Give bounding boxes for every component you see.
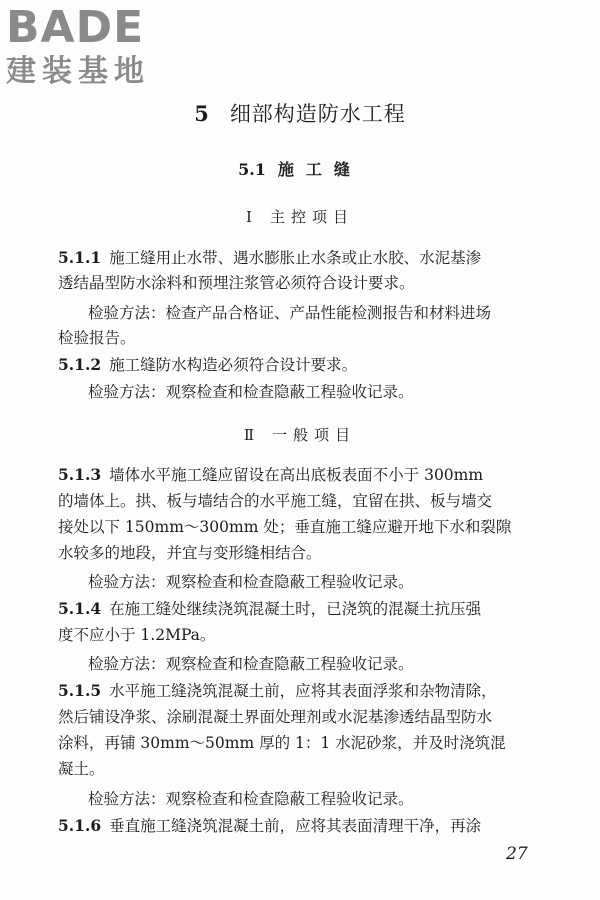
clause-5-1-2-line-1 bbox=[58, 355, 558, 375]
clause-5-1-4-line-2: 度不应小于 1.2MPa。 bbox=[58, 626, 216, 644]
clause-5-1-5-method-1: 检验方法：观察检查和检查隐蔽工程验收记录。 bbox=[88, 790, 414, 808]
clause-text: 水平施工缝浇筑混凝土前，应将其表面浮浆和杂物清除， bbox=[109, 682, 497, 700]
clause-5-1-1-line-2: 透结晶型防水涂料和预埋注浆管必须符合设计要求。 bbox=[58, 274, 415, 292]
section-number: 5.1 bbox=[238, 160, 266, 179]
clause-number: 5.1.5 bbox=[58, 681, 102, 700]
section-title bbox=[0, 157, 600, 180]
clause-5-1-3-line-1 bbox=[58, 465, 558, 485]
clause-5-1-2-method-1: 检验方法：观察检查和检查隐蔽工程验收记录。 bbox=[88, 383, 414, 401]
subheading-text: 主控项目 bbox=[269, 208, 354, 226]
section-title-text: 施工缝 bbox=[277, 160, 362, 179]
clause-text: 垂直施工缝浇筑混凝土前，应将其表面清理干净，再涂 bbox=[109, 817, 482, 835]
clause-text: 在施工缝处继续浇筑混凝土时，已浇筑的混凝土抗压强 bbox=[109, 600, 482, 618]
logo-top-text: BADE bbox=[6, 2, 145, 53]
clause-number: 5.1.6 bbox=[58, 816, 102, 835]
clause-5-1-6-line-1 bbox=[58, 816, 558, 836]
clause-5-1-5-line-4: 凝土。 bbox=[58, 760, 105, 778]
bade-logo bbox=[6, 4, 176, 94]
clause-number: 5.1.4 bbox=[58, 599, 102, 618]
chapter-number: 5 bbox=[194, 101, 210, 126]
clause-5-1-5-line-1 bbox=[58, 681, 558, 701]
clause-5-1-4-method-1: 检验方法：观察检查和检查隐蔽工程验收记录。 bbox=[88, 655, 414, 673]
subheading-general-items bbox=[0, 424, 600, 445]
clause-5-1-1-line-1 bbox=[58, 248, 558, 268]
clause-number: 5.1.2 bbox=[58, 355, 102, 374]
clause-5-1-4-line-1 bbox=[58, 599, 558, 619]
page-number: 27 bbox=[506, 844, 528, 864]
subheading-main-items bbox=[0, 206, 600, 227]
clause-5-1-3-line-4: 水较多的地段，并宜与变形缝相结合。 bbox=[58, 544, 322, 562]
clause-text: 施工缝用止水带、遇水膨胀止水条或止水胶、水泥基渗 bbox=[109, 249, 482, 267]
chapter-title-text: 细部构造防水工程 bbox=[229, 102, 406, 126]
clause-5-1-3-line-2: 的墙体上。拱、板与墙结合的水平施工缝，宜留在拱、板与墙交 bbox=[58, 492, 493, 510]
clause-5-1-1-method-2: 检验报告。 bbox=[58, 329, 136, 347]
clause-5-1-5-line-3: 涂料，再铺 30mm～50mm 厚的 1：1 水泥砂浆，并及时浇筑混 bbox=[58, 734, 506, 752]
clause-5-1-3-method-1: 检验方法：观察检查和检查隐蔽工程验收记录。 bbox=[88, 573, 414, 591]
clause-text: 施工缝防水构造必须符合设计要求。 bbox=[109, 356, 358, 374]
clause-number: 5.1.3 bbox=[58, 465, 102, 484]
subheading-text: 一般项目 bbox=[272, 426, 357, 444]
clause-5-1-1-method-1: 检验方法：检查产品合格证、产品性能检测报告和材料进场 bbox=[88, 304, 492, 322]
subheading-roman: Ⅱ bbox=[243, 426, 255, 444]
clause-5-1-3-line-3: 接处以下 150mm～300mm 处；垂直施工缝应避开地下水和裂隙 bbox=[58, 518, 512, 536]
chapter-title bbox=[0, 98, 600, 128]
subheading-roman: Ⅰ bbox=[246, 208, 252, 226]
clause-number: 5.1.1 bbox=[58, 248, 102, 267]
clause-5-1-5-line-2: 然后铺设净浆、涂刷混凝土界面处理剂或水泥基渗透结晶型防水 bbox=[58, 708, 493, 726]
clause-text: 墙体水平施工缝应留设在高出底板表面不小于 300mm bbox=[109, 466, 484, 484]
logo-bottom-text: 建装基地 bbox=[6, 54, 150, 89]
